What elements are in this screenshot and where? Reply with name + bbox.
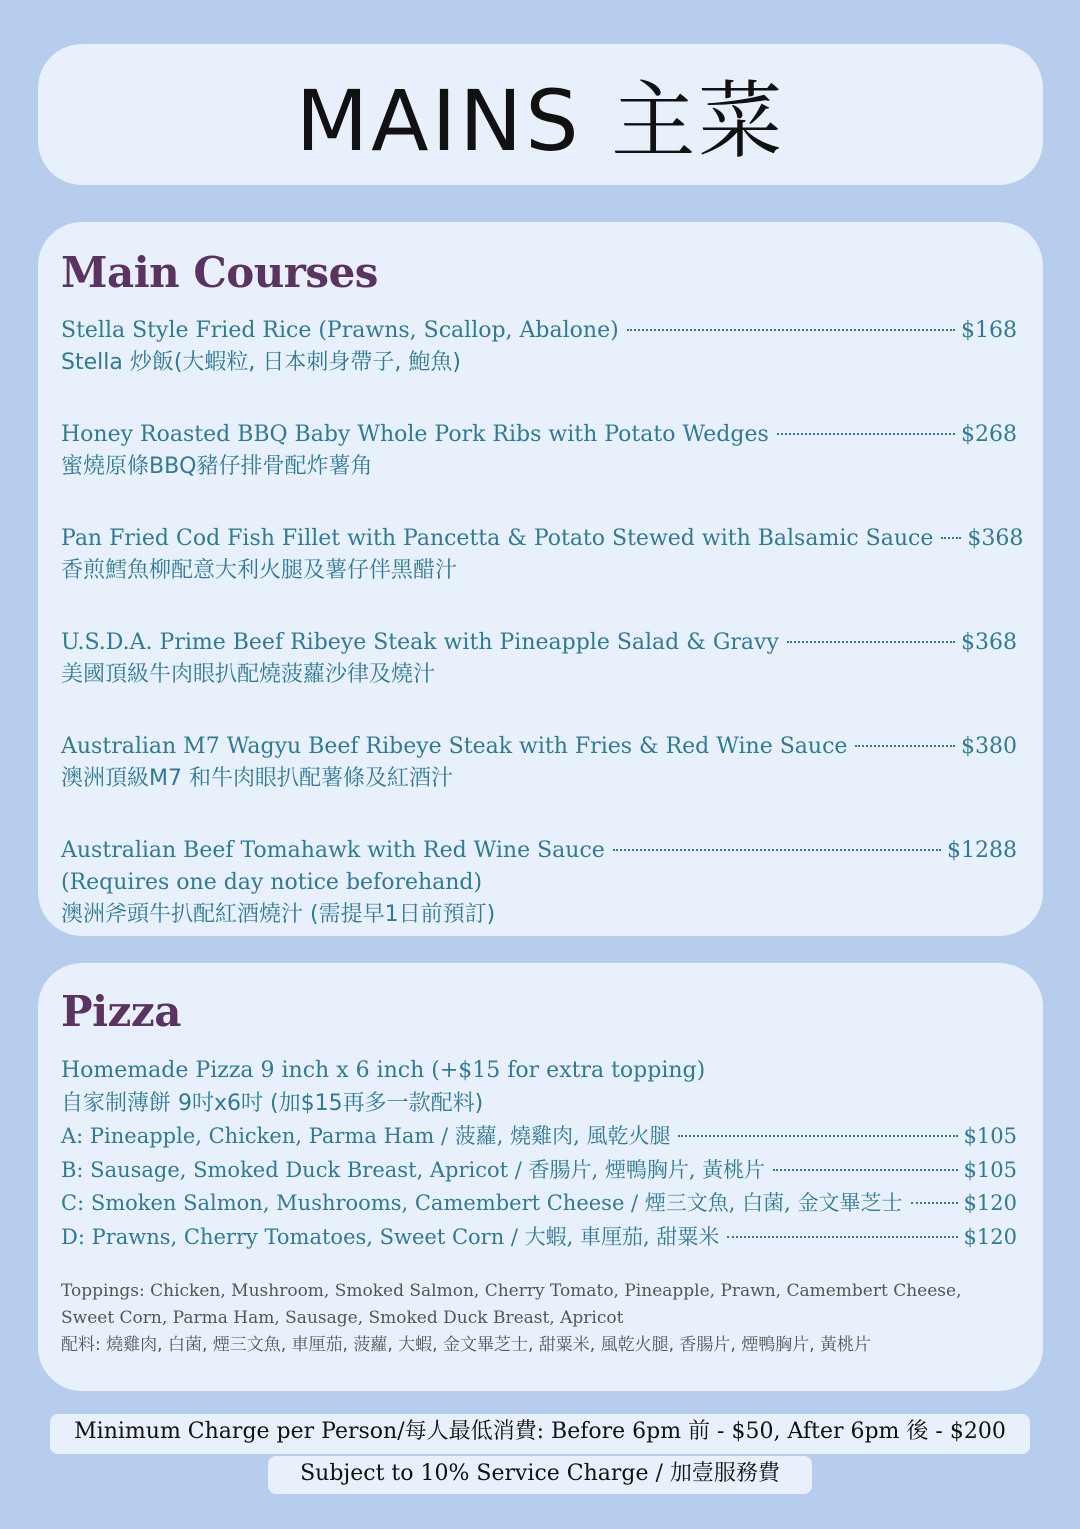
item-price: $168	[961, 318, 1017, 343]
pizza-intro: Homemade Pizza 9 inch x 6 inch (+$15 for extra topping)	[61, 1058, 706, 1083]
leader-dots	[911, 1202, 958, 1204]
menu-item	[61, 627, 1017, 691]
leader-dots	[777, 433, 955, 435]
pizza-item	[61, 1187, 1017, 1221]
pizza-item-name: B: Sausage, Smoked Duck Breast, Apricot / 香腸片, 煙鴨胸片, 黃桃片	[61, 1157, 766, 1182]
leader-dots	[941, 537, 961, 539]
item-name: Australian Beef Tomahawk with Red Wine Sauce	[61, 838, 605, 863]
pizza-intro-cn: 自家制薄餅 9吋x6吋 (加$15再多一款配料)	[61, 1091, 484, 1116]
toppings-list	[61, 1278, 1017, 1359]
pizza-title: Pizza	[61, 987, 181, 1036]
leader-dots	[678, 1135, 957, 1137]
menu-item	[61, 835, 1017, 931]
service-charge-note: Subject to 10% Service Charge / 加壹服務費	[268, 1456, 812, 1494]
title-panel	[38, 44, 1043, 185]
pizza-item-name: D: Prawns, Cherry Tomatoes, Sweet Corn / 大蝦, 車厘茄, 甜粟米	[61, 1224, 720, 1249]
menu-item	[61, 731, 1017, 795]
menu-item	[61, 419, 1017, 483]
item-name-cn: 澳洲斧頭牛扒配紅酒燒汁 (需提早1日前預訂)	[61, 902, 496, 927]
leader-dots	[727, 1236, 957, 1238]
item-price: $380	[961, 734, 1017, 759]
pizza-item	[61, 1154, 1017, 1188]
pizza-item-price: $105	[963, 1157, 1017, 1182]
menu-item	[61, 523, 1024, 587]
main-courses-title: Main Courses	[61, 248, 378, 297]
item-name: U.S.D.A. Prime Beef Ribeye Steak with Pineapple Salad & Gravy	[61, 630, 779, 655]
item-name-cn: 澳洲頂級M7 和牛肉眼扒配薯條及紅酒汁	[61, 766, 453, 791]
pizza-item-name: A: Pineapple, Chicken, Parma Ham / 菠蘿, 燒雞肉, 風乾火腿	[61, 1124, 671, 1148]
page-title: MAINS 主菜	[295, 72, 786, 170]
pizza-item-price: $120	[963, 1224, 1017, 1249]
minimum-charge-note: Minimum Charge per Person/每人最低消費: Before 6pm 前 - $50, After 6pm 後 - $200	[50, 1414, 1030, 1454]
item-price: $368	[967, 526, 1024, 551]
item-name-cn: 蜜燒原條BBQ豬仔排骨配炸薯角	[61, 454, 373, 479]
item-name: Stella Style Fried Rice (Prawns, Scallop, Abalone)	[61, 318, 619, 343]
item-note: (Requires one day notice beforehand)	[61, 870, 483, 895]
main-courses-panel	[38, 222, 1043, 936]
toppings-cn: 配料: 燒雞肉, 白菌, 煙三文魚, 車厘茄, 菠蘿, 大蝦, 金文畢芝士, 甜粟米, 風乾火腿, 香腸片, 煙鴨胸片, 黃桃片	[61, 1335, 872, 1355]
pizza-item-name: C: Smoken Salmon, Mushrooms, Camembert Cheese / 煙三文魚, 白菌, 金文畢芝士	[61, 1191, 903, 1215]
item-price: $1288	[947, 838, 1017, 863]
pizza-item-price: $120	[963, 1191, 1017, 1215]
item-name-cn: 香煎鱈魚柳配意大利火腿及薯仔伴黑醋汁	[61, 558, 458, 583]
item-price: $368	[961, 630, 1017, 655]
item-price: $268	[961, 422, 1017, 447]
leader-dots	[773, 1169, 957, 1171]
item-name: Australian M7 Wagyu Beef Ribeye Steak with Fries & Red Wine Sauce	[61, 734, 848, 759]
pizza-item	[61, 1221, 1017, 1255]
item-name-cn: Stella 炒飯(大蝦粒, 日本刺身帶子, 鮑魚)	[61, 350, 461, 375]
menu-item	[61, 315, 1017, 379]
leader-dots	[855, 745, 955, 747]
leader-dots	[787, 641, 955, 643]
item-name: Honey Roasted BBQ Baby Whole Pork Ribs with Potato Wedges	[61, 422, 769, 447]
item-name-cn: 美國頂級牛肉眼扒配燒菠蘿沙律及燒汁	[61, 662, 436, 687]
pizza-item	[61, 1120, 1017, 1154]
toppings-en: Toppings: Chicken, Mushroom, Smoked Salmon, Cherry Tomato, Pineapple, Prawn, Camembert Cheese, Sweet Corn, Parma Ham, Sausage, Smoked Duck Breast, Apricot	[61, 1281, 962, 1328]
pizza-item-price: $105	[963, 1124, 1017, 1148]
item-name: Pan Fried Cod Fish Fillet with Pancetta & Potato Stewed with Balsamic Sauce	[61, 526, 934, 551]
pizza-panel	[38, 963, 1043, 1391]
leader-dots	[627, 329, 955, 331]
leader-dots	[613, 849, 941, 851]
